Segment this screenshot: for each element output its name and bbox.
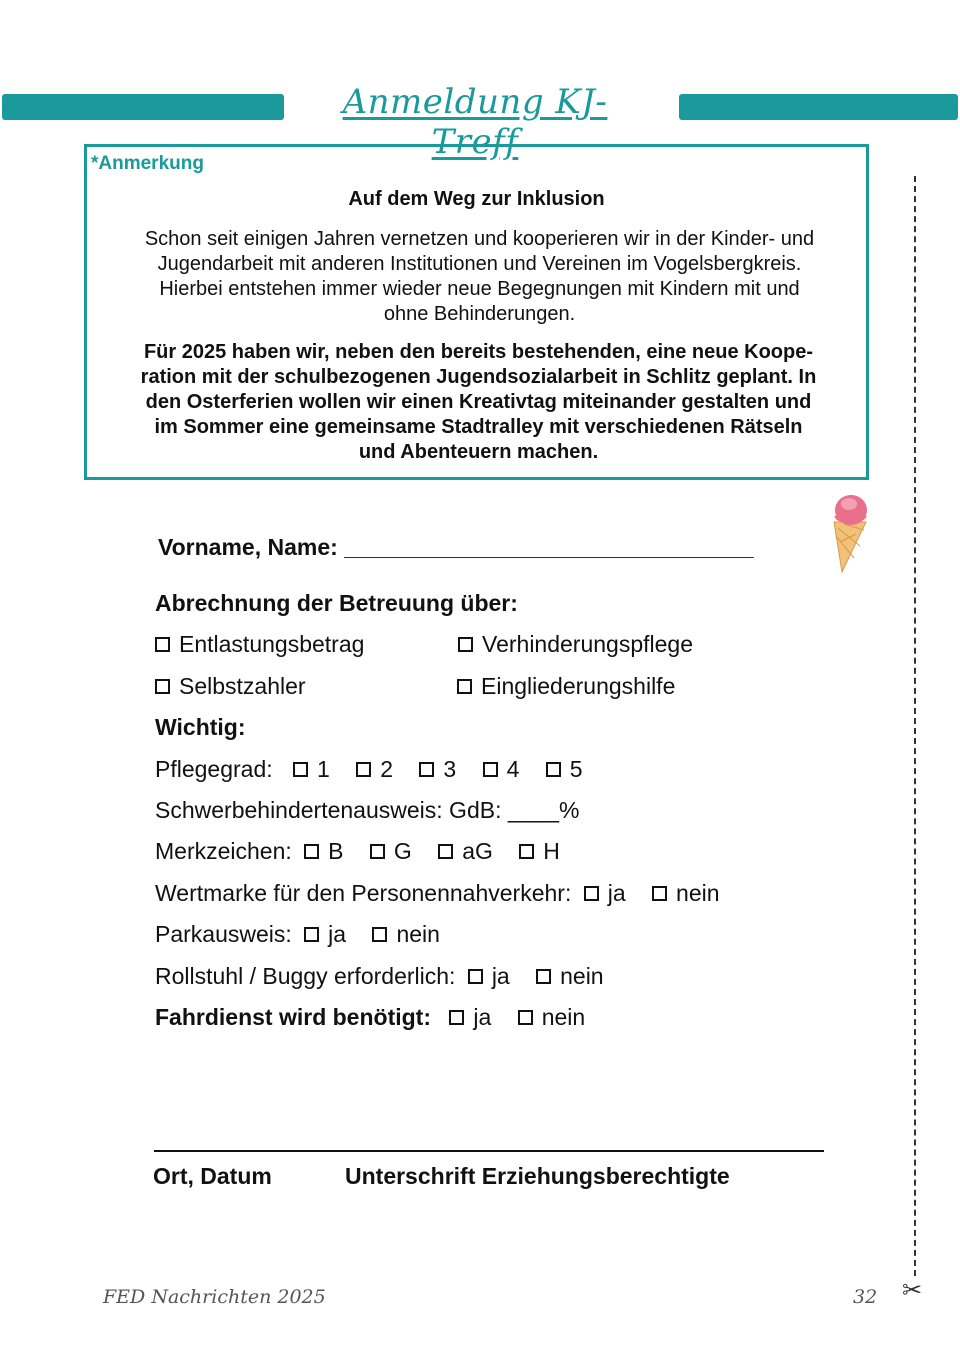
gdb-field[interactable]: Schwerbehindertenausweis: GdB: ____% bbox=[155, 797, 580, 823]
rollstuhl-no[interactable]: nein bbox=[536, 963, 603, 990]
fahrdienst-row bbox=[155, 1004, 585, 1031]
header-bar-left bbox=[2, 94, 284, 120]
fahrdienst-yes[interactable]: ja bbox=[449, 1004, 491, 1031]
merkzeichen-option-b[interactable]: B bbox=[304, 838, 343, 865]
note-heading: Auf dem Weg zur Inklusion bbox=[348, 188, 605, 210]
checkbox[interactable] bbox=[483, 762, 498, 777]
scissors-icon: ✂ bbox=[902, 1277, 923, 1304]
wertmarke-no[interactable]: nein bbox=[652, 880, 719, 907]
billing-heading: Abrechnung der Betreuung über: bbox=[155, 590, 518, 616]
merkzeichen-label: Merkzeichen: bbox=[155, 838, 292, 864]
note-paragraph-2 bbox=[93, 340, 864, 465]
note-line: Jugendarbeit mit anderen Institutionen und Vereinen im Vogelsbergkreis. bbox=[157, 253, 802, 275]
checkbox[interactable] bbox=[155, 637, 170, 652]
note-line: Schon seit einigen Jahren vernetzen und kooperieren wir in der Kinder- und bbox=[144, 228, 815, 250]
signature-line[interactable] bbox=[154, 1150, 824, 1152]
checkbox[interactable] bbox=[293, 762, 308, 777]
rollstuhl-label: Rollstuhl / Buggy erforderlich: bbox=[155, 963, 456, 989]
name-field[interactable] bbox=[158, 534, 754, 561]
checkbox[interactable] bbox=[536, 969, 551, 984]
note-line: im Sommer eine gemeinsame Stadtralley mit verschiedenen Rätseln bbox=[154, 416, 803, 438]
rollstuhl-yes[interactable]: ja bbox=[468, 963, 510, 990]
wertmarke-row bbox=[155, 880, 720, 907]
name-input-line[interactable]: ________________________________ bbox=[344, 534, 754, 560]
rollstuhl-row bbox=[155, 963, 604, 990]
pflegegrad-label: Pflegegrad: bbox=[155, 756, 273, 782]
checkbox[interactable] bbox=[546, 762, 561, 777]
parkausweis-label: Parkausweis: bbox=[155, 921, 292, 947]
checkbox[interactable] bbox=[155, 679, 170, 694]
place-date-label: Ort, Datum bbox=[153, 1163, 272, 1189]
pflegegrad-option-5[interactable]: 5 bbox=[546, 756, 583, 783]
checkbox[interactable] bbox=[438, 844, 453, 859]
note-line: und Abenteuern machen. bbox=[358, 441, 599, 463]
wertmarke-yes[interactable]: ja bbox=[584, 880, 626, 907]
checkbox[interactable] bbox=[449, 1010, 464, 1025]
important-heading: Wichtig: bbox=[155, 714, 246, 740]
checkbox[interactable] bbox=[457, 679, 472, 694]
fahrdienst-no[interactable]: nein bbox=[518, 1004, 585, 1031]
billing-option-eingliederungshilfe[interactable]: Eingliederungshilfe bbox=[457, 673, 675, 700]
parkausweis-no[interactable]: nein bbox=[372, 921, 439, 948]
note-label: *Anmerkung bbox=[91, 153, 204, 174]
note-line: Für 2025 haben wir, neben den bereits bestehenden, eine neue Koope- bbox=[143, 341, 814, 363]
note-line: ration mit der schulbezogenen Jugendsozialarbeit in Schlitz geplant. In bbox=[140, 366, 817, 388]
parkausweis-yes[interactable]: ja bbox=[304, 921, 346, 948]
parkausweis-row bbox=[155, 921, 440, 948]
note-paragraph-1 bbox=[97, 227, 862, 327]
page-title: Anmeldung KJ-Treff bbox=[342, 82, 608, 162]
note-box bbox=[84, 144, 869, 480]
pflegegrad-option-4[interactable]: 4 bbox=[483, 756, 520, 783]
cut-line bbox=[914, 176, 916, 1276]
checkbox[interactable] bbox=[652, 886, 667, 901]
note-line: den Osterferien wollen wir einen Kreativtag miteinander gestalten und bbox=[145, 391, 812, 413]
billing-option-entlastungsbetrag[interactable]: Entlastungsbetrag bbox=[155, 631, 364, 658]
checkbox[interactable] bbox=[372, 927, 387, 942]
checkbox[interactable] bbox=[304, 927, 319, 942]
name-label: Vorname, Name: bbox=[158, 534, 338, 560]
checkbox[interactable] bbox=[356, 762, 371, 777]
checkbox[interactable] bbox=[584, 886, 599, 901]
wertmarke-label: Wertmarke für den Personennahverkehr: bbox=[155, 880, 572, 906]
merkzeichen-row bbox=[155, 838, 560, 865]
pflegegrad-option-1[interactable]: 1 bbox=[293, 756, 330, 783]
signature-label: Unterschrift Erziehungsberechtigte bbox=[345, 1163, 730, 1189]
merkzeichen-option-ag[interactable]: aG bbox=[438, 838, 493, 865]
footer-publication: FED Nachrichten 2025 bbox=[103, 1286, 326, 1308]
checkbox[interactable] bbox=[419, 762, 434, 777]
note-line: Hierbei entstehen immer wieder neue Begegnungen mit Kindern mit und bbox=[159, 278, 800, 300]
ice-cream-icon bbox=[828, 490, 872, 574]
header-bar-right bbox=[679, 94, 958, 120]
checkbox[interactable] bbox=[519, 844, 534, 859]
checkbox[interactable] bbox=[304, 844, 319, 859]
pflegegrad-option-3[interactable]: 3 bbox=[419, 756, 456, 783]
note-line: ohne Behinderungen. bbox=[383, 303, 576, 325]
billing-option-verhinderungspflege[interactable]: Verhinderungspflege bbox=[458, 631, 693, 658]
checkbox[interactable] bbox=[458, 637, 473, 652]
checkbox[interactable] bbox=[518, 1010, 533, 1025]
merkzeichen-option-g[interactable]: G bbox=[370, 838, 412, 865]
fahrdienst-label: Fahrdienst wird benötigt: bbox=[155, 1004, 431, 1030]
billing-option-selbstzahler[interactable]: Selbstzahler bbox=[155, 673, 306, 700]
pflegegrad-option-2[interactable]: 2 bbox=[356, 756, 393, 783]
checkbox[interactable] bbox=[468, 969, 483, 984]
merkzeichen-option-h[interactable]: H bbox=[519, 838, 560, 865]
page-number: 32 bbox=[853, 1286, 878, 1308]
pflegegrad-row bbox=[155, 756, 583, 783]
checkbox[interactable] bbox=[370, 844, 385, 859]
